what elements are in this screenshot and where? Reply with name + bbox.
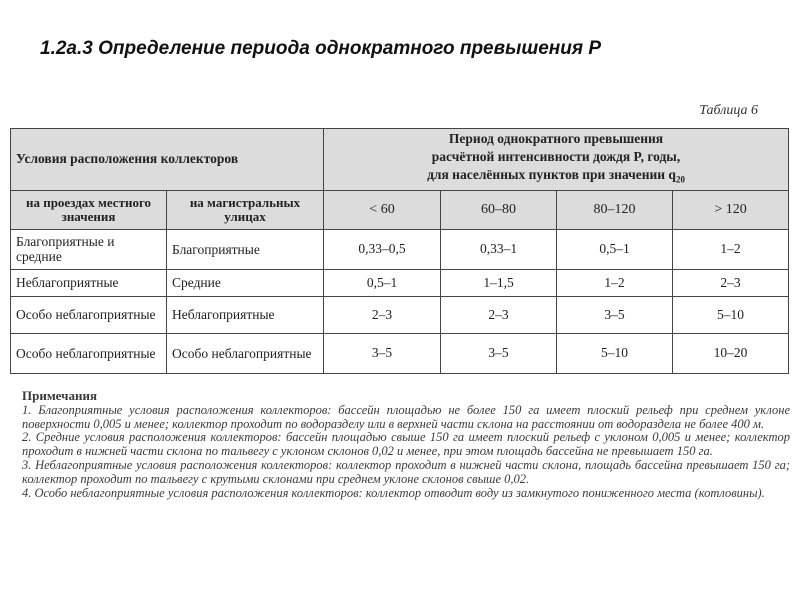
cell-value: 3–5 [441,333,557,373]
cell-value: 0,5–1 [557,229,673,269]
header-q-range: 60–80 [441,190,557,229]
cell-value: 3–5 [557,296,673,333]
header-main: на магистральных улицах [167,190,324,229]
cell-local: Благоприятные и средние [11,229,167,269]
cell-value: 10–20 [673,333,789,373]
period-table [10,128,789,374]
table-caption: Таблица 6 [699,103,758,118]
note-item: 3. Неблагоприятные условия расположения коллекторов: коллектор проходит в нижней части склона, площадь бассейна превышает 150 га; коллектор проходит по тальвегу с крутыми склонами при среднем уклоне склонов свыше 0,02. [22,457,790,486]
table-row [11,229,789,269]
header-q-range: 80–120 [557,190,673,229]
cell-value: 1–1,5 [441,269,557,296]
cell-value: 2–3 [324,296,441,333]
cell-value: 0,33–1 [441,229,557,269]
page-title: 1.2а.3 Определение периода однократного превышения Р [40,38,602,59]
cell-main: Средние [167,269,324,296]
cell-value: 1–2 [557,269,673,296]
header-local: на проездах местного значения [11,190,167,229]
cell-local: Неблагоприятные [11,269,167,296]
notes-section [22,389,790,500]
cell-value: 2–3 [673,269,789,296]
note-item: 1. Благоприятные условия расположения коллекторов: бассейн площадью не более 150 га имеет плоский рельеф при среднем уклоне поверхности 0,005 и менее; коллектор проходит по водоразделу или в верхней части склона на расстоянии от водораздела не более 400 м. [22,402,790,431]
header-period-line: Период однократного превышения [448,131,664,146]
header-conditions: Условия расположения коллекторов [11,129,324,191]
header-period-line: для населённых пунктов при значении q [427,167,676,182]
cell-main: Неблагоприятные [167,296,324,333]
cell-local: Особо неблагоприятные [11,333,167,373]
table-row [11,269,789,296]
header-period [324,129,789,191]
header-period-subscript: 20 [675,174,685,185]
table-row [11,296,789,333]
cell-value: 5–10 [557,333,673,373]
header-q-range: > 120 [673,190,789,229]
note-item: 4. Особо неблагоприятные условия расположения коллекторов: коллектор отводит воду из замкнутого пониженного места (котловины). [22,485,765,500]
cell-value: 0,33–0,5 [324,229,441,269]
cell-value: 1–2 [673,229,789,269]
notes-title: Примечания [22,388,97,403]
table-row [11,333,789,373]
cell-local: Особо неблагоприятные [11,296,167,333]
header-period-line: расчётной интенсивности дождя P, годы, [431,149,681,164]
cell-value: 3–5 [324,333,441,373]
header-q-range: < 60 [324,190,441,229]
cell-value: 2–3 [441,296,557,333]
cell-value: 5–10 [673,296,789,333]
cell-main: Благоприятные [167,229,324,269]
note-item: 2. Средние условия расположения коллекторов: бассейн площадью свыше 150 га имеет плоский рельеф с уклоном 0,005 и менее; коллектор проходит в нижней части склона по тальвегу с уклоном склонов 0,02 и менее, при этом площадь бассейна не превышает 150 га. [22,430,790,459]
cell-value: 0,5–1 [324,269,441,296]
cell-main: Особо неблагоприятные [167,333,324,373]
